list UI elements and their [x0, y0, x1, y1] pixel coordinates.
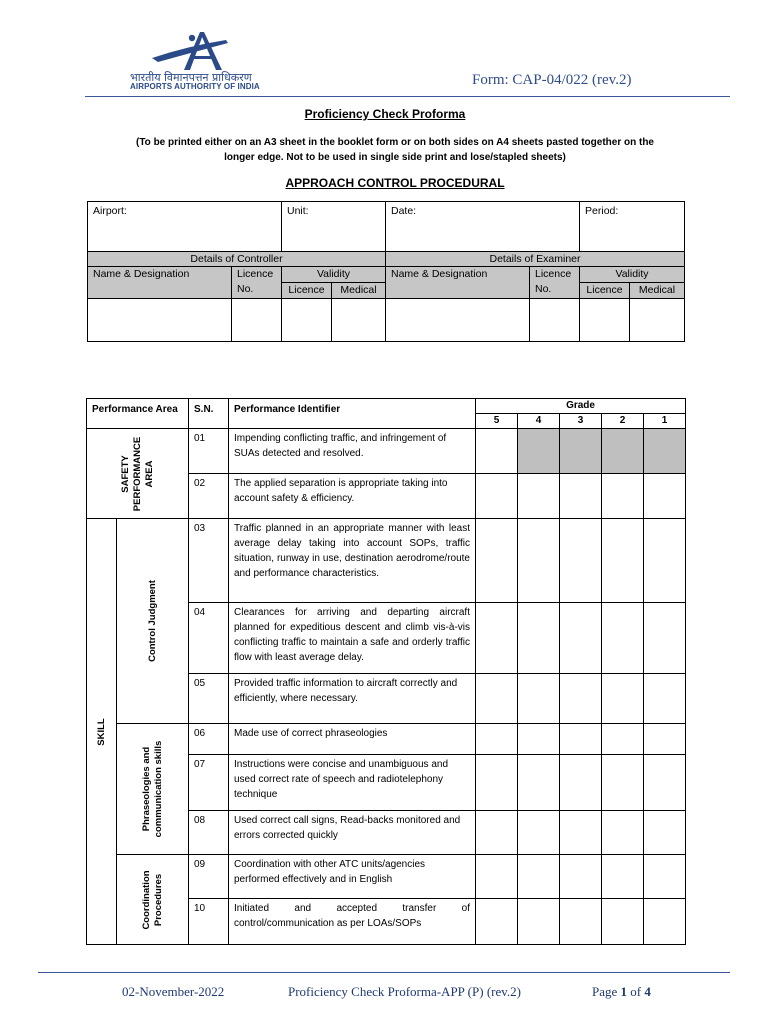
page-current: 1: [620, 984, 628, 999]
grade-3-cell[interactable]: [560, 755, 602, 811]
grade-3-cell[interactable]: [560, 899, 602, 945]
grade-3-cell[interactable]: [560, 724, 602, 755]
page-prefix: Page: [592, 984, 621, 999]
grade-4-cell[interactable]: [518, 811, 560, 855]
header-rule: [85, 96, 730, 97]
coordination-line2: Procedures: [152, 873, 164, 926]
performance-identifier-cell: Used correct call signs, Read-backs monitored and errors corrected quickly: [229, 811, 476, 855]
grade-3-cell[interactable]: [560, 474, 602, 519]
grade-1-cell[interactable]: [644, 519, 686, 603]
examiner-licence-validity-cell[interactable]: [580, 299, 630, 342]
examiner-medical-validity-cell[interactable]: [630, 299, 685, 342]
controller-licence-validity-cell[interactable]: [282, 299, 332, 342]
unit-label: Unit:: [287, 205, 309, 217]
sn-cell: 08: [189, 811, 229, 855]
grade-3-cell[interactable]: [560, 674, 602, 724]
grade-5-cell[interactable]: [476, 603, 518, 674]
grade-5-cell[interactable]: [476, 519, 518, 603]
controller-name-designation-header: Name & Designation: [88, 267, 232, 299]
grade-3-cell[interactable]: [560, 429, 602, 474]
grade-5-cell[interactable]: [476, 855, 518, 899]
performance-identifier-header: Performance Identifier: [229, 399, 476, 429]
footer-document-name: Proficiency Check Proforma-APP (P) (rev.2): [288, 984, 521, 999]
examiner-validity-header: Validity: [580, 267, 685, 283]
performance-identifier-cell: Made use of correct phraseologies: [229, 724, 476, 755]
airport-label: Airport:: [93, 205, 127, 217]
grade-5-header: 5: [476, 414, 518, 429]
safety-performance-area-label: [87, 429, 189, 519]
grade-4-cell[interactable]: [518, 519, 560, 603]
grade-5-cell[interactable]: [476, 429, 518, 474]
sn-cell: 01: [189, 429, 229, 474]
footer-page-number: [592, 984, 651, 1000]
grade-5-cell[interactable]: [476, 724, 518, 755]
section-title: APPROACH CONTROL PROCEDURAL: [285, 176, 505, 190]
page-of: of: [627, 984, 645, 999]
sn-cell: 05: [189, 674, 229, 724]
examiner-details-header: Details of Examiner: [386, 252, 685, 267]
grade-4-cell[interactable]: [518, 855, 560, 899]
print-instructions-line2: longer edge. Not to be used in single side print and lose/stapled sheets): [224, 152, 566, 163]
print-instructions: [110, 135, 680, 165]
controller-licence-validity-header: Licence: [282, 283, 332, 299]
sn-cell: 02: [189, 474, 229, 519]
sn-cell: 03: [189, 519, 229, 603]
logo-english-text: AIRPORTS AUTHORITY OF INDIA: [130, 82, 260, 91]
grade-1-cell[interactable]: [644, 755, 686, 811]
controller-licence-no-header: [232, 267, 282, 299]
grade-3-cell[interactable]: [560, 855, 602, 899]
page-title: Proficiency Check Proforma: [304, 107, 466, 121]
unit-field[interactable]: [282, 202, 386, 252]
form-number: Form: CAP-04/022 (rev.2): [472, 72, 632, 88]
performance-identifier-cell: Coordination with other ATC units/agencies performed effectively and in English: [229, 855, 476, 899]
logo-hindi-text: भारतीय विमानपत्तन प्राधिकरण: [130, 71, 252, 84]
safety-area-line2: PERFORMANCE: [131, 436, 143, 511]
grade-4-header: 4: [518, 414, 560, 429]
assessment-table: [86, 398, 686, 945]
grade-1-header: 1: [644, 414, 686, 429]
date-label: Date:: [391, 205, 417, 217]
phraseologies-line1: Phraseologies and: [140, 746, 152, 832]
footer-date: 02-November-2022: [122, 984, 225, 999]
examiner-licence-validity-header: Licence: [580, 283, 630, 299]
sn-cell: 04: [189, 603, 229, 674]
controller-name-cell[interactable]: [88, 299, 232, 342]
controller-medical-validity-header: Medical: [332, 283, 386, 299]
performance-identifier-cell: Provided traffic information to aircraft correctly and efficiently, where necessary.: [229, 674, 476, 724]
grade-2-header: 2: [602, 414, 644, 429]
performance-identifier-cell: The applied separation is appropriate taking into account safety & efficiency.: [229, 474, 476, 519]
grade-1-cell[interactable]: [644, 429, 686, 474]
grade-4-cell[interactable]: [518, 755, 560, 811]
safety-area-line1: SAFETY: [119, 454, 131, 493]
print-instructions-line1: (To be printed either on an A3 sheet in the booklet form or on both sides on A4 sheets pasted together on the: [135, 137, 654, 148]
coordination-line1: Coordination: [140, 869, 152, 930]
grade-5-cell[interactable]: [476, 474, 518, 519]
licence-no-line2: No.: [535, 283, 552, 295]
phraseologies-communication-label: [117, 724, 189, 855]
grade-2-cell[interactable]: [602, 724, 644, 755]
skill-label: SKILL: [87, 519, 117, 945]
grade-1-cell[interactable]: [644, 674, 686, 724]
grade-4-cell[interactable]: [518, 474, 560, 519]
grade-2-cell[interactable]: [602, 519, 644, 603]
grade-4-cell[interactable]: [518, 724, 560, 755]
grade-1-cell[interactable]: [644, 603, 686, 674]
examiner-licence-no-cell[interactable]: [530, 299, 580, 342]
grade-2-cell[interactable]: [602, 855, 644, 899]
sn-cell: 09: [189, 855, 229, 899]
airport-field[interactable]: [88, 202, 282, 252]
performance-identifier-cell: Traffic planned in an appropriate manner with least average delay taking into account SOPs, traffic situation, runway in use, destination aerodrome/route and performance characteristics.: [229, 519, 476, 603]
date-field[interactable]: [386, 202, 580, 252]
grade-2-cell[interactable]: [602, 674, 644, 724]
licence-no-line1: Licence: [237, 268, 274, 280]
footer-rule: [38, 972, 730, 973]
performance-identifier-cell: Clearances for arriving and departing aircraft planned for expeditious descent and climb vis-à-vis conflicting traffic to maintain a safe and orderly traffic flow with least average delay.: [229, 603, 476, 674]
grade-1-cell[interactable]: [644, 855, 686, 899]
performance-identifier-cell: Impending conflicting traffic, and infringement of SUAs detected and resolved.: [229, 429, 476, 474]
control-judgment-label: Control Judgment: [117, 519, 189, 724]
licence-no-line1: Licence: [535, 268, 572, 280]
controller-licence-no-cell[interactable]: [232, 299, 282, 342]
performance-area-header: Performance Area: [87, 399, 189, 429]
sn-header: S.N.: [189, 399, 229, 429]
grade-3-cell[interactable]: [560, 811, 602, 855]
grade-1-cell[interactable]: [644, 724, 686, 755]
grade-2-cell[interactable]: [602, 603, 644, 674]
grade-5-cell[interactable]: [476, 674, 518, 724]
grade-1-cell[interactable]: [644, 811, 686, 855]
grade-5-cell[interactable]: [476, 811, 518, 855]
grade-1-cell[interactable]: [644, 899, 686, 945]
grade-1-cell[interactable]: [644, 474, 686, 519]
sn-cell: 10: [189, 899, 229, 945]
examiner-medical-validity-header: Medical: [630, 283, 685, 299]
controller-medical-validity-cell[interactable]: [332, 299, 386, 342]
grade-2-cell[interactable]: [602, 429, 644, 474]
page-total: 4: [644, 984, 651, 999]
licence-no-line2: No.: [237, 283, 254, 295]
phraseologies-line2: communication skills: [152, 740, 164, 838]
controller-details-header: Details of Controller: [88, 252, 386, 267]
grade-4-cell[interactable]: [518, 899, 560, 945]
grade-5-cell[interactable]: [476, 899, 518, 945]
sn-cell: 07: [189, 755, 229, 811]
details-table: [87, 201, 685, 342]
grade-4-cell[interactable]: [518, 429, 560, 474]
safety-area-line3: AREA: [143, 460, 155, 487]
grade-2-cell[interactable]: [602, 811, 644, 855]
grade-4-cell[interactable]: [518, 603, 560, 674]
period-field[interactable]: [580, 202, 685, 252]
grade-5-cell[interactable]: [476, 755, 518, 811]
performance-identifier-cell: Instructions were concise and unambiguous and used correct rate of speech and radiotelephony technique: [229, 755, 476, 811]
grade-3-cell[interactable]: [560, 603, 602, 674]
grade-4-cell[interactable]: [518, 674, 560, 724]
controller-validity-header: Validity: [282, 267, 386, 283]
examiner-name-designation-header: Name & Designation: [386, 267, 530, 299]
grade-header: Grade: [476, 399, 686, 414]
examiner-name-cell[interactable]: [386, 299, 530, 342]
grade-2-cell[interactable]: [602, 755, 644, 811]
performance-identifier-cell: Initiated and accepted transfer of control/communication as per LOAs/SOPs: [229, 899, 476, 945]
period-label: Period:: [585, 205, 619, 217]
sn-cell: 06: [189, 724, 229, 755]
coordination-procedures-label: [117, 855, 189, 945]
grade-2-cell[interactable]: [602, 899, 644, 945]
grade-3-header: 3: [560, 414, 602, 429]
grade-2-cell[interactable]: [602, 474, 644, 519]
examiner-licence-no-header: [530, 267, 580, 299]
grade-3-cell[interactable]: [560, 519, 602, 603]
